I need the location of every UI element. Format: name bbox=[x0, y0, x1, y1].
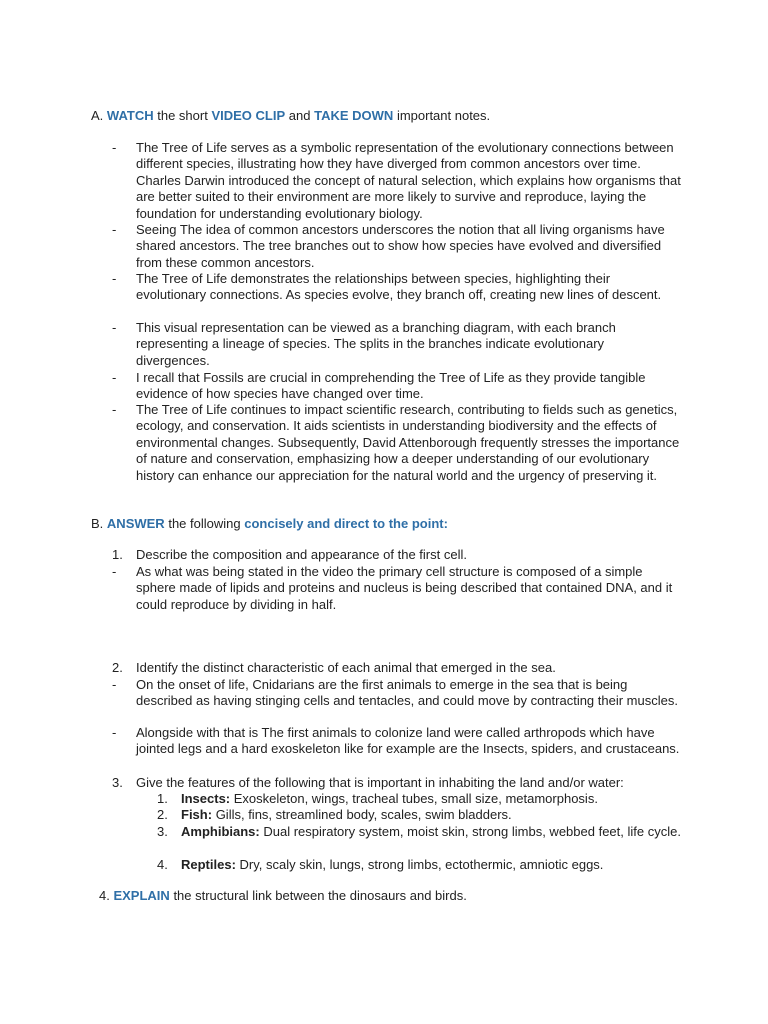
feature-text: Dry, scaly skin, lungs, strong limbs, ectothermic, amniotic eggs. bbox=[239, 857, 604, 872]
feature-text: Dual respiratory system, moist skin, strong limbs, webbed feet, life cycle. bbox=[263, 824, 681, 839]
feature-term: Fish: bbox=[181, 807, 213, 822]
take-down-keyword: TAKE DOWN bbox=[314, 108, 394, 123]
feature-term: Reptiles: bbox=[181, 857, 236, 872]
feature-term: Amphibians: bbox=[181, 824, 260, 839]
bullet-dash: - bbox=[112, 725, 117, 740]
feature-text: Exoskeleton, wings, tracheal tubes, small size, metamorphosis. bbox=[233, 791, 598, 806]
bullet-dash: - bbox=[112, 402, 117, 417]
answer-2-bullet-2: Alongside with that is The first animals to colonize land were called arthropods which have jointed legs and a hard exoskeleton like for example are the Insects, spiders, and crustaceans. bbox=[136, 725, 680, 757]
note-bullet-4: This visual representation can be viewed as a branching diagram, with each branch representing a lineage of species. The splits in the branches indicate evolutionary divergences. bbox=[136, 320, 616, 368]
note-bullet-6: The Tree of Life continues to impact scientific research, contributing to fields such as genetics, ecology, and conservation. It aids scientists in understanding biodiversity and the effects of environmental changes. Subsequently, David Attenborough frequently stresses the importance of nature and conservation, emphasizing how a deeper understanding of our evolutionary history can enhance our appreciation for the natural world and the urgency of preserving it. bbox=[136, 402, 680, 483]
question-3: Give the features of the following that is important in inhabiting the land and/or water: bbox=[136, 775, 624, 790]
section-a-text-2: and bbox=[288, 108, 311, 123]
sub-item-number: 3. bbox=[157, 824, 168, 839]
explain-keyword: EXPLAIN bbox=[113, 888, 170, 903]
question-4 bbox=[99, 888, 467, 904]
question-3-number: 3. bbox=[112, 775, 123, 790]
answer-2-bullet-1: On the onset of life, Cnidarians are the first animals to emerge in the sea that is being described as having stinging cells and tentacles, and could move by contracting their muscles. bbox=[136, 677, 678, 709]
bullet-dash: - bbox=[112, 370, 117, 385]
question-2: Identify the distinct characteristic of each animal that emerged in the sea. bbox=[136, 660, 556, 675]
section-a-heading bbox=[91, 108, 490, 124]
section-b-text-1: the following bbox=[168, 516, 241, 531]
bullet-dash: - bbox=[112, 271, 117, 286]
watch-keyword: WATCH bbox=[106, 108, 154, 123]
note-bullet-2: Seeing The idea of common ancestors underscores the notion that all living organisms have shared ancestors. The tree branches out to show how species have evolved and diversified from these common ancestors. bbox=[136, 222, 665, 270]
concise-keyword: concisely and direct to the point: bbox=[244, 516, 448, 531]
feature-item-reptiles bbox=[181, 857, 681, 873]
feature-term: Insects: bbox=[181, 791, 231, 806]
feature-text: Gills, fins, streamlined body, scales, swim bladders. bbox=[215, 807, 512, 822]
note-bullet-1: The Tree of Life serves as a symbolic representation of the evolutionary connections between different species, illustrating how they have diverged from common ancestors over time. Charles Darwin introduced the concept of natural selection, which explains how organisms that are better suited to their environment are more likely to survive and reproduce, laying the foundation for understanding evolutionary biology. bbox=[136, 140, 681, 221]
question-4-text: the structural link between the dinosaurs and birds. bbox=[173, 888, 467, 903]
sub-item-number: 4. bbox=[157, 857, 168, 872]
section-a-text-3: important notes. bbox=[396, 108, 491, 123]
bullet-dash: - bbox=[112, 140, 117, 155]
sub-item-number: 1. bbox=[157, 791, 168, 806]
answer-keyword: ANSWER bbox=[106, 516, 165, 531]
note-bullet-3: The Tree of Life demonstrates the relationships between species, highlighting their evolutionary connections. As species evolve, they branch off, creating new lines of descent. bbox=[136, 271, 662, 303]
feature-item-fish bbox=[181, 807, 681, 823]
section-b-letter: B. bbox=[91, 516, 104, 531]
question-2-number: 2. bbox=[112, 660, 123, 675]
question-1: Describe the composition and appearance of the first cell. bbox=[136, 547, 467, 562]
feature-item-insects bbox=[181, 791, 681, 807]
answer-1: As what was being stated in the video the primary cell structure is composed of a simple sphere made of lipids and proteins and nucleus is being described that contained DNA, and it could reproduce by dividing in half. bbox=[136, 564, 673, 612]
bullet-dash: - bbox=[112, 564, 117, 579]
sub-item-number: 2. bbox=[157, 807, 168, 822]
note-bullet-5: I recall that Fossils are crucial in comprehending the Tree of Life as they provide tangible evidence of how species have changed over time. bbox=[136, 370, 646, 402]
video-clip-keyword: VIDEO CLIP bbox=[211, 108, 286, 123]
question-4-number: 4. bbox=[99, 888, 110, 903]
question-1-number: 1. bbox=[112, 547, 123, 562]
section-a-letter: A. bbox=[91, 108, 104, 123]
section-b-heading bbox=[91, 516, 448, 532]
bullet-dash: - bbox=[112, 222, 117, 237]
bullet-dash: - bbox=[112, 320, 117, 335]
section-a-text-1: the short bbox=[157, 108, 208, 123]
feature-item-amphibians bbox=[181, 824, 681, 840]
bullet-dash: - bbox=[112, 677, 117, 692]
